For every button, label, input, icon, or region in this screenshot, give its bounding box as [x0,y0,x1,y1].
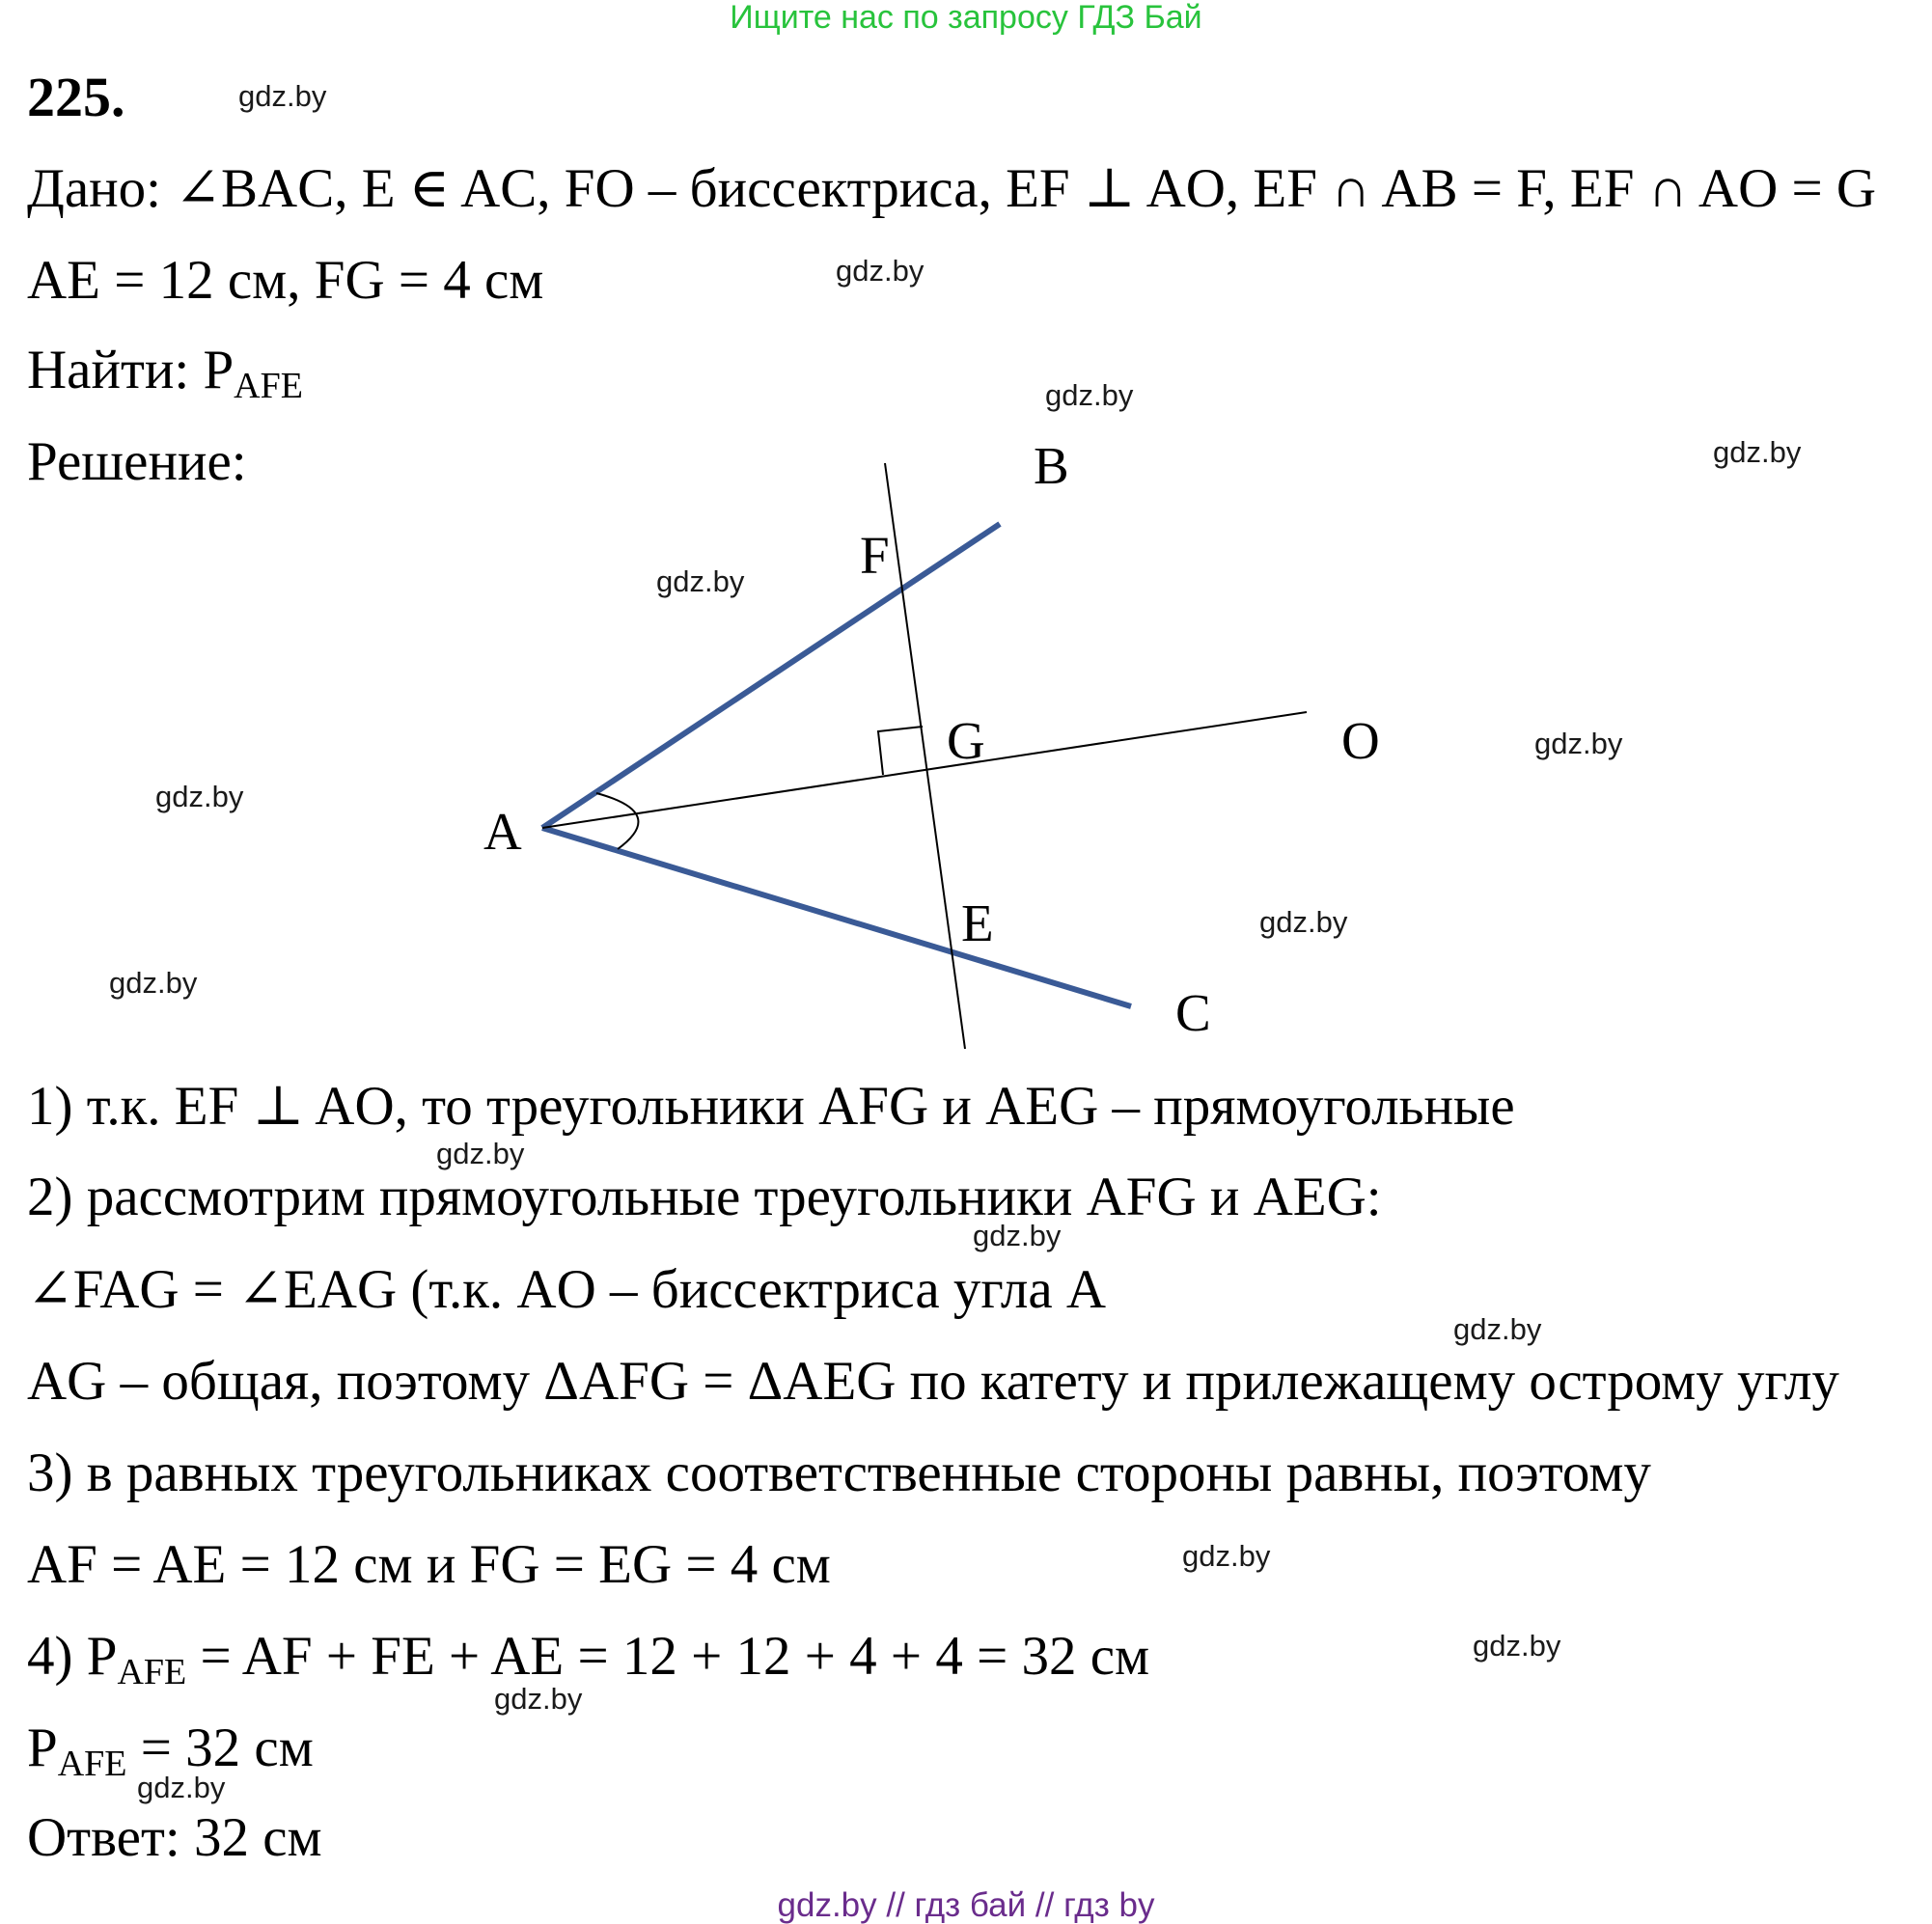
find-subscript: AFE [234,366,303,406]
find-prefix: Найти: P [27,340,235,400]
step-3: 3) в равных треугольниках соответственные стороны равны, поэтому [27,1443,1651,1503]
watermark: gdz.by [1713,435,1802,469]
right-angle-mark [878,727,923,775]
footer-links: gdz.by // гдз бай // гдз by [777,1886,1155,1924]
watermark: gdz.by [1045,378,1134,412]
answer: Ответ: 32 см [27,1807,322,1868]
bisector-ao [542,712,1307,828]
angle-arc [596,793,638,849]
watermark: gdz.by [1453,1312,1542,1346]
watermark: gdz.by [494,1682,583,1716]
watermark: gdz.by [1473,1629,1561,1663]
perimeter-prefix: P [27,1718,58,1778]
point-label-c: C [1175,983,1211,1042]
given-line-1: Дано: ∠BAC, E ∈ AC, FO – биссектриса, EF ⊥ AO, EF ∩ AB = F, EF ∩ AO = G [27,158,1877,219]
step-3-result: AF = AE = 12 см и FG = EG = 4 см [27,1534,831,1595]
perimeter-subscript: AFE [57,1744,127,1784]
watermark: gdz.by [973,1219,1062,1252]
step-4-prefix: 4) P [27,1626,118,1687]
perimeter-rest: = 32 см [126,1718,314,1778]
top-banner: Ищите нас по запросу ГДЗ Бай [730,0,1202,36]
step-2-common: AG – общая, поэтому ΔAFG = ΔAEG по катету и прилежащему острому углу [27,1351,1839,1412]
solution-label: Решение: [27,431,247,492]
step-2-angle: ∠FAG = ∠EAG (т.к. AO – биссектриса угла A [27,1259,1107,1320]
step-4-subscript: AFE [117,1652,187,1692]
watermark: gdz.by [436,1137,525,1170]
step-4 [27,1626,1150,1692]
step-1: 1) т.к. EF ⊥ AO, то треугольники AFG и AEG – прямоугольные [27,1076,1515,1137]
point-label-a: A [483,802,522,861]
side-ac [542,828,1131,1006]
watermark: gdz.by [836,254,925,288]
step-2: 2) рассмотрим прямоугольные треугольники AFG и AEG: [27,1167,1382,1227]
watermark: gdz.by [1259,905,1348,939]
watermark: gdz.by [155,780,244,813]
point-label-o: O [1341,711,1380,770]
watermark: gdz.by [1182,1539,1271,1573]
watermark: gdz.by [1534,727,1623,760]
point-label-f: F [860,526,890,585]
side-ab [542,524,1000,828]
given-line-2: AE = 12 см, FG = 4 см [27,250,544,311]
point-label-e: E [961,893,994,952]
point-label-b: B [1034,436,1069,495]
step-4-rest: = AF + FE + AE = 12 + 12 + 4 + 4 = 32 см [186,1626,1150,1687]
watermark: gdz.by [656,564,745,598]
watermark: gdz.by [137,1771,226,1804]
problem-number: 225. [27,66,125,128]
point-label-g: G [947,711,985,770]
watermark: gdz.by [238,79,327,113]
watermark: gdz.by [109,966,198,1000]
